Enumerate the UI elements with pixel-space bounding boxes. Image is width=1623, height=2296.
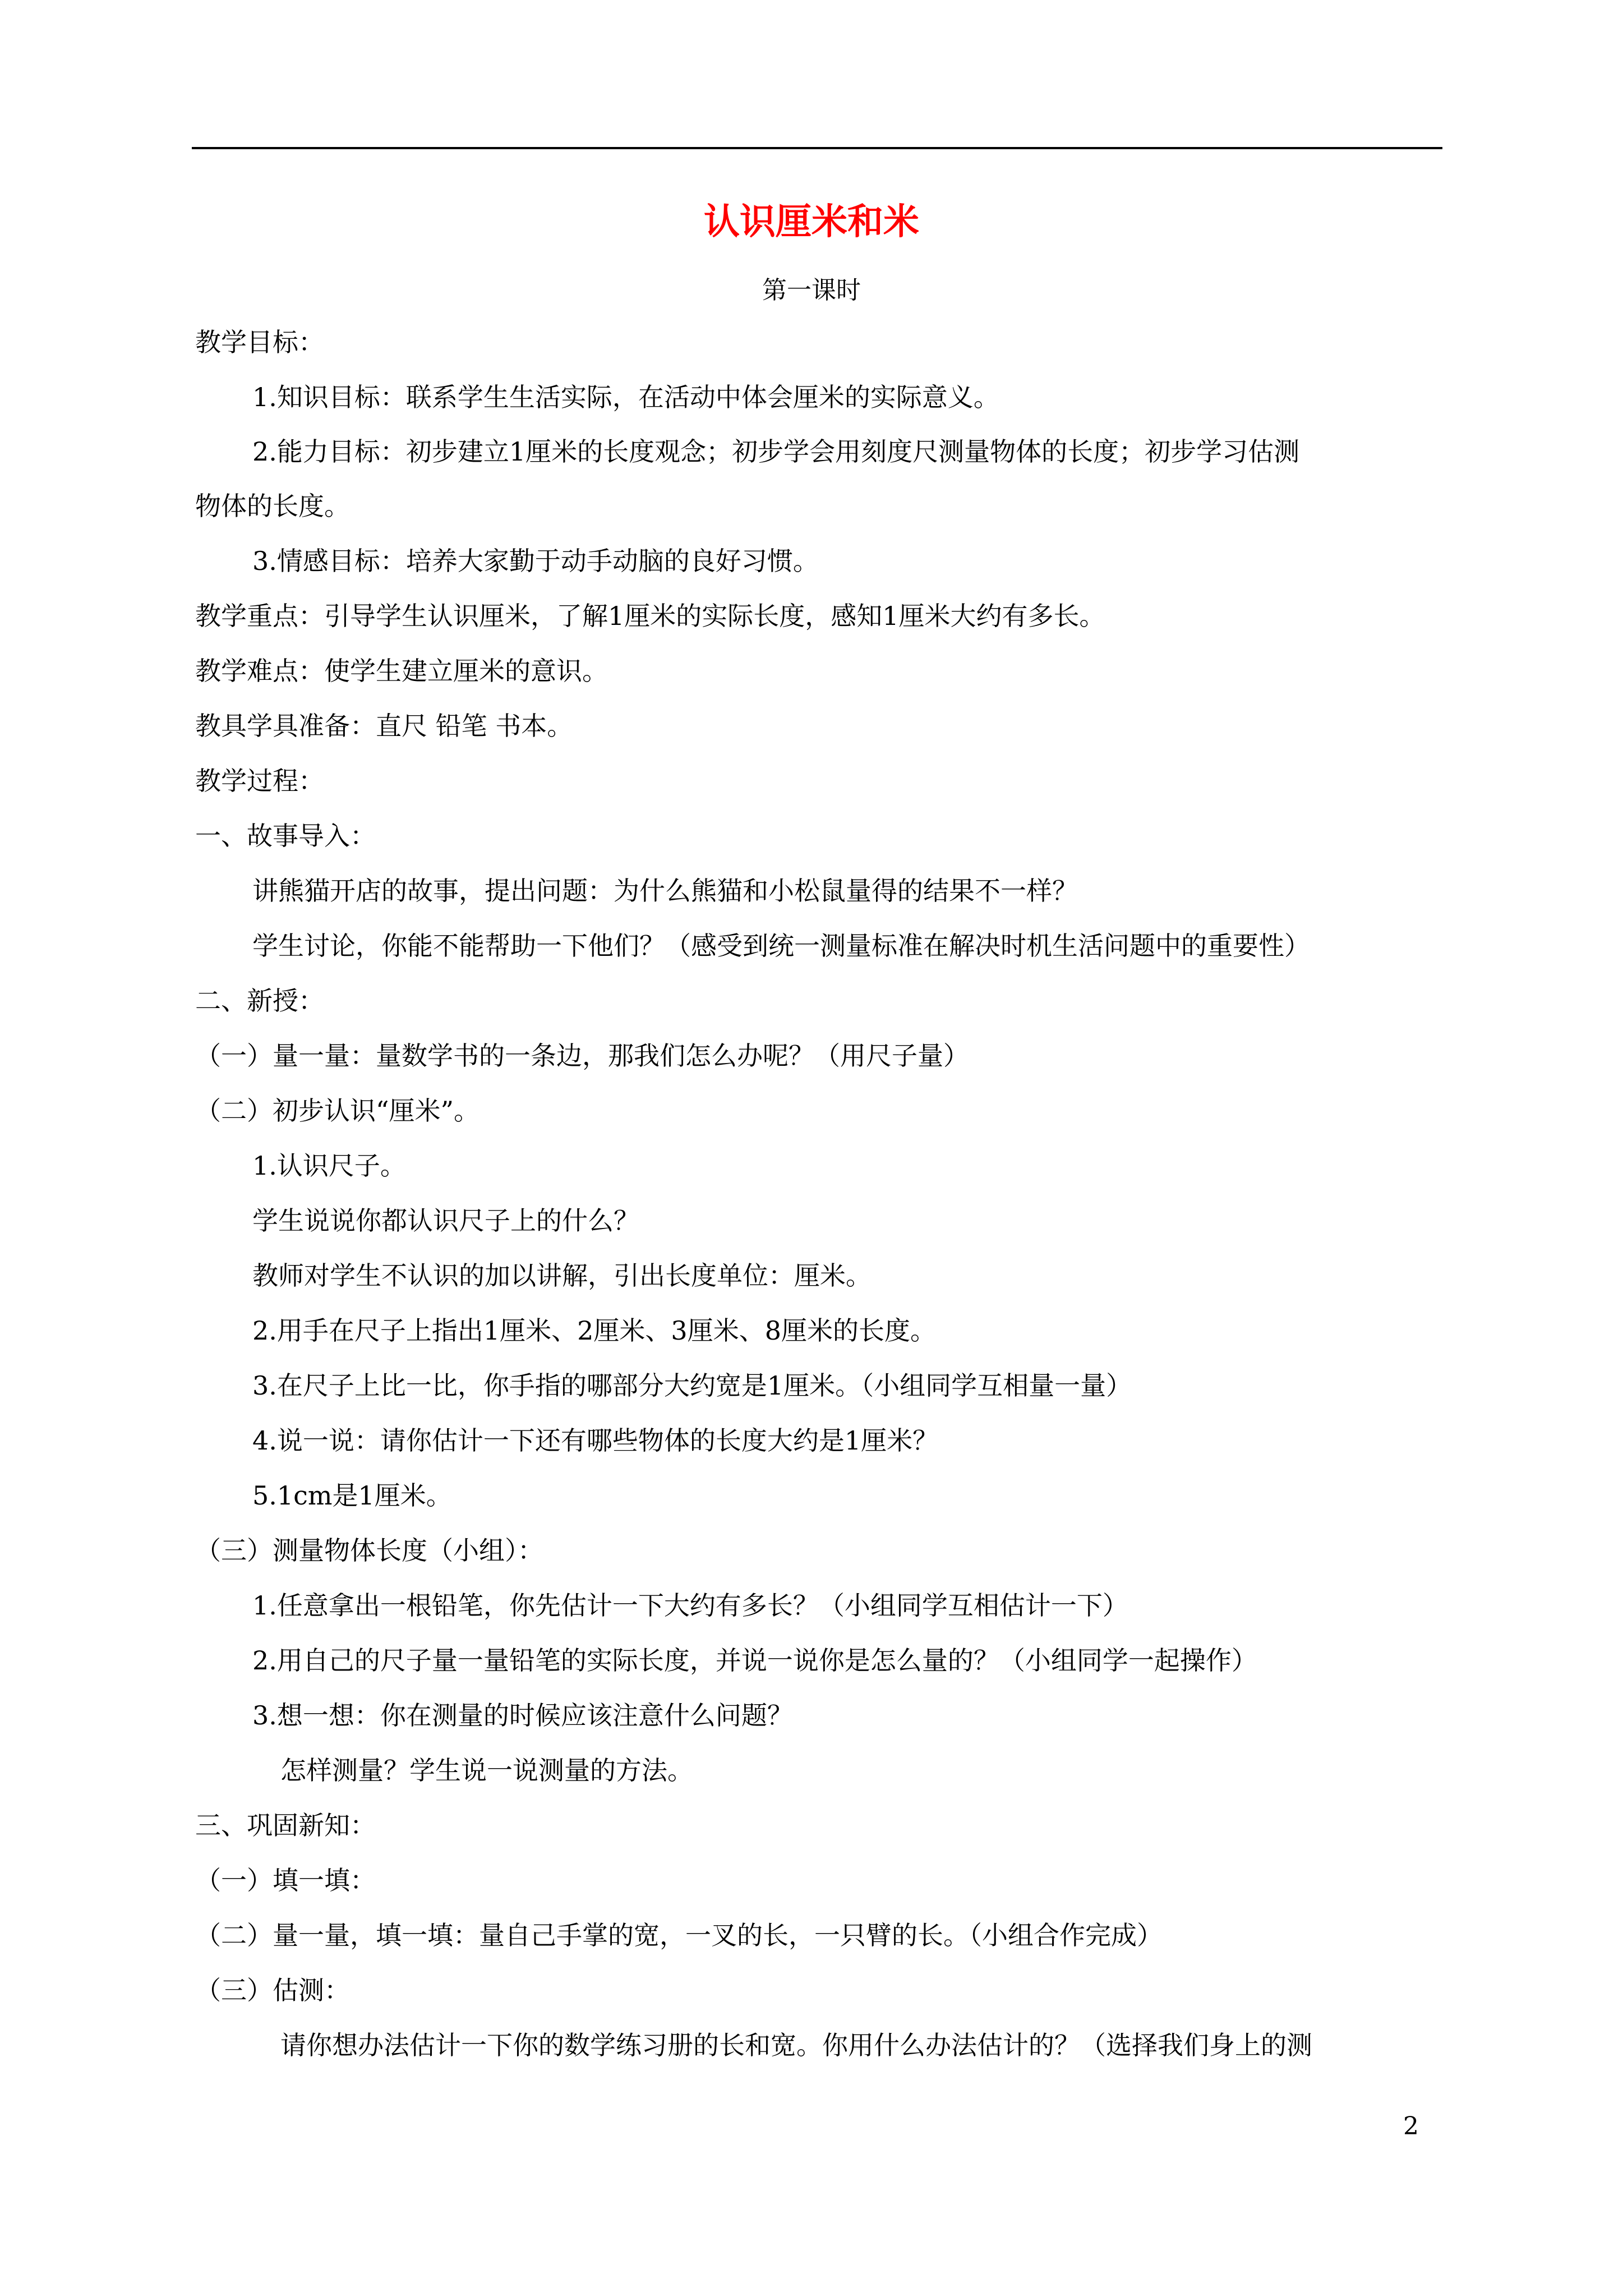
text-line: 教学过程： <box>195 766 324 796</box>
text-line: （一）填一填： <box>195 1865 376 1895</box>
text-line: 3.情感目标：培养大家勤于动手动脑的良好习惯。 <box>252 546 819 576</box>
text-line: 2.用自己的尺子量一量铅笔的实际长度，并说一说你是怎么量的？（小组同学一起操作） <box>252 1645 1257 1676</box>
text-line: 5.1cm是1厘米。 <box>252 1480 452 1511</box>
text-line: 教学难点：使学生建立厘米的意识。 <box>195 656 608 686</box>
text-line: 三、巩固新知： <box>195 1810 376 1841</box>
text-line: （三）估测： <box>195 1975 350 2005</box>
text-line: 教学目标： <box>195 327 324 357</box>
text-line: 教师对学生不认识的加以讲解，引出长度单位：厘米。 <box>252 1260 872 1291</box>
text-line: （二）初步认识“厘米”。 <box>195 1096 480 1126</box>
text-line: 1.认识尺子。 <box>252 1151 406 1181</box>
lesson-subtitle: 第一课时 <box>762 276 861 305</box>
document-title: 认识厘米和米 <box>704 201 919 243</box>
text-line: 怎样测量？学生说一说测量的方法。 <box>280 1755 693 1786</box>
page-number: 2 <box>1403 2112 1419 2141</box>
text-line: 二、新授： <box>195 986 324 1016</box>
text-line: 物体的长度。 <box>195 491 350 521</box>
text-line: 2.能力目标：初步建立1厘米的长度观念；初步学会用刻度尺测量物体的长度；初步学习估测 <box>252 436 1300 467</box>
text-line: 学生讨论，你能不能帮助一下他们？（感受到统一测量标准在解决时机生活问题中的重要性） <box>252 931 1310 961</box>
text-line: 讲熊猫开店的故事，提出问题：为什么熊猫和小松鼠量得的结果不一样？ <box>252 876 1078 906</box>
header-rule <box>192 147 1442 149</box>
text-line: （一）量一量：量数学书的一条边，那我们怎么办呢？（用尺子量） <box>195 1041 969 1071</box>
text-line: 学生说说你都认识尺子上的什么？ <box>252 1205 639 1236</box>
text-line: 1.知识目标：联系学生生活实际，在活动中体会厘米的实际意义。 <box>252 382 999 412</box>
text-line: 教学重点：引导学生认识厘米，了解1厘米的实际长度，感知1厘米大约有多长。 <box>195 601 1105 631</box>
text-line: 一、故事导入： <box>195 821 376 851</box>
text-line: 4.说一说：请你估计一下还有哪些物体的长度大约是1厘米？ <box>252 1425 939 1456</box>
text-line: 3.在尺子上比一比，你手指的哪部分大约宽是1厘米。（小组同学互相量一量） <box>252 1370 1132 1401</box>
text-line: 请你想办法估计一下你的数学练习册的长和宽。你用什么办法估计的？（选择我们身上的测 <box>280 2030 1312 2060</box>
text-line: 3.想一想：你在测量的时候应该注意什么问题？ <box>252 1700 793 1731</box>
text-line: 1.任意拿出一根铅笔，你先估计一下大约有多长？（小组同学互相估计一下） <box>252 1590 1128 1621</box>
text-line: 教具学具准备：直尺 铅笔 书本。 <box>195 711 573 741</box>
text-line: （二）量一量，填一填：量自己手掌的宽，一叉的长，一只臂的长。（小组合作完成） <box>195 1920 1163 1950</box>
text-line: 2.用手在尺子上指出1厘米、2厘米、3厘米、8厘米的长度。 <box>252 1315 936 1346</box>
text-line: （三）测量物体长度（小组）： <box>195 1535 543 1566</box>
